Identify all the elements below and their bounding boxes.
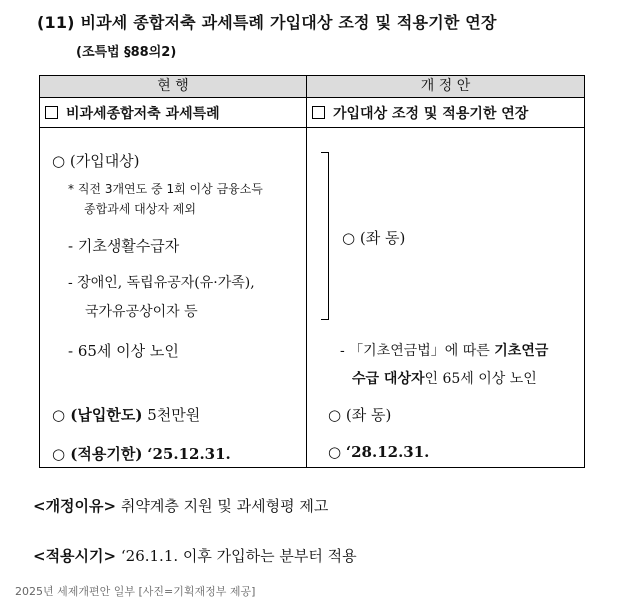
- revised-subject-same: ○ (좌 동): [342, 229, 406, 247]
- revised-item-line2: 수급 대상자인 65세 이상 노인: [352, 371, 537, 387]
- exclusion-note-line1: * 직전 3개연도 중 1회 이상 금융소득: [68, 182, 263, 196]
- table-header-row: [40, 76, 584, 98]
- bracket-symbol: [321, 152, 329, 320]
- exclusion-note-line2: 종합과세 대상자 제외: [84, 202, 196, 216]
- comparison-table: [39, 75, 585, 468]
- item-basic-livelihood: - 기초생활수급자: [68, 237, 180, 255]
- effective-date: <적용시기> ‘26.1.1. 이후 가입하는 분부터 적용: [33, 547, 357, 565]
- law-reference: (조특법 §88의2): [76, 45, 177, 60]
- period-row: ○ (적용기한) ‘25.12.31.: [52, 445, 231, 463]
- revised-section-title: 가입대상 조정 및 적용기한 연장: [312, 103, 528, 123]
- column-divider: [306, 76, 307, 467]
- current-column-header: 현 행: [157, 78, 189, 94]
- item-disabled-line2: 국가유공상이자 등: [85, 304, 198, 320]
- revised-item-line1: - 「기초연금법」에 따른 기초연금: [340, 343, 549, 359]
- limit-row: ○ (납입한도) 5천만원: [52, 406, 201, 424]
- amendment-reason: <개정이유> 취약계층 지원 및 과세형평 제고: [33, 497, 329, 515]
- current-section-title: 비과세종합저축 과세특례: [45, 103, 220, 123]
- section-row: [40, 98, 584, 128]
- checkbox-square-icon: [45, 106, 58, 119]
- revised-limit-same: ○ (좌 동): [328, 406, 392, 424]
- page-title: (11) 비과세 종합저축 과세특례 가입대상 조정 및 적용기한 연장: [37, 13, 497, 32]
- subject-label: ○ (가입대상): [52, 152, 140, 170]
- checkbox-square-icon: [312, 106, 325, 119]
- image-caption: 2025년 세제개편안 일부 [사진=기획재정부 제공]: [15, 585, 256, 598]
- revised-column-header: 개 정 안: [420, 78, 471, 94]
- item-disabled-line1: - 장애인, 독립유공자(유·가족),: [68, 275, 255, 291]
- revised-period-row: ○ ‘28.12.31.: [328, 443, 430, 461]
- item-elderly: - 65세 이상 노인: [68, 342, 179, 360]
